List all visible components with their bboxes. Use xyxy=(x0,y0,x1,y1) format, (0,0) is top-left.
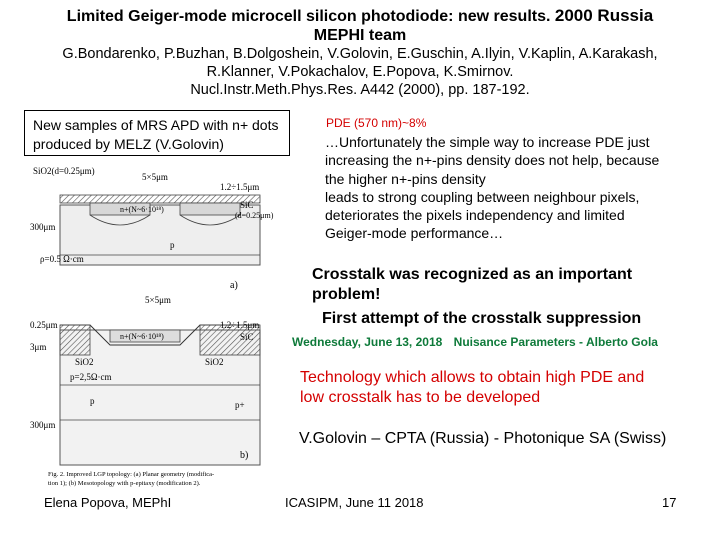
authors-line1: G.Bondarenko, P.Buzhan, B.Dolgoshein, V.Golovin, E.Guschin, A.Ilyin, V.Kaplin, A.Karakash, xyxy=(62,46,658,62)
fig-a-label: a) xyxy=(230,280,238,291)
fig-b-thickness-025: 0.25μm xyxy=(30,320,58,330)
fig-b-sio2-right: SiO2 xyxy=(205,357,224,367)
footer-author: Elena Popova, MEPhI xyxy=(44,495,172,510)
unfortunately-paragraph xyxy=(325,133,720,243)
fig-b-gap: 1.2÷1.5μm xyxy=(220,320,260,330)
fig-a-sic-thickness: (d=0.25μm) xyxy=(235,211,274,220)
date-footer: Wednesday, June 13, 2018 xyxy=(292,335,443,349)
citation: Nucl.Instr.Meth.Phys.Res. A442 (2000), pp. 187-192. xyxy=(190,82,530,98)
fig-a-pitch: 5×5μm xyxy=(142,172,168,182)
paragraph-line4: leads to strong coupling between neighbour pixels, xyxy=(325,188,640,205)
fig-b-p-plus: p+ xyxy=(235,400,245,410)
crosstalk-heading xyxy=(312,265,632,305)
tech-line2: low crosstalk has to be developed xyxy=(300,389,541,406)
fig-b-resistivity: p=2,5Ω·cm xyxy=(70,372,112,382)
fig-b-n-plus: n+(N~6·10¹⁸) xyxy=(120,332,164,341)
fig-a-p: p xyxy=(170,240,175,250)
fig-b-sio2-left: SiO2 xyxy=(75,357,94,367)
topic-footer: Nuisance Parameters - Alberto Gola xyxy=(453,335,658,349)
authors-block xyxy=(0,45,720,99)
crosstalk-line1: Crosstalk was recognized as an important xyxy=(312,266,633,283)
paragraph-line2: increasing the n+-pins density does not help, because xyxy=(325,152,660,169)
date-topic-footer xyxy=(292,335,658,349)
slide-title xyxy=(0,6,720,45)
title-line1: Limited Geiger-mode microcell silicon photodiode: new results. xyxy=(66,8,551,25)
figure-caption-line1: Fig. 2. Improved LGP topology: (a) Planar geometry (modifica- xyxy=(48,471,215,478)
technology-note xyxy=(300,368,644,408)
companies-text: V.Golovin – CPTA (Russia) - Photonique SA (Swiss) xyxy=(299,430,667,447)
fig-a-thickness: 300μm xyxy=(30,222,56,232)
first-attempt-text: First attempt of the crosstalk suppression xyxy=(322,310,642,327)
fig-a-sio2: SiO2(d=0.25μm) xyxy=(33,166,95,176)
fig-b-pitch: 5×5μm xyxy=(145,295,171,305)
figure-a xyxy=(30,166,274,291)
samples-box: New samples of MRS APD with n+ dots produced by MELZ (V.Golovin) xyxy=(24,110,290,156)
title-year: 2000 Russia xyxy=(554,6,654,25)
footer-conference: ICASIPM, June 11 2018 xyxy=(285,495,424,510)
paragraph-line3: the higher n+-pins density xyxy=(325,170,486,187)
title-line2: MEPHI team xyxy=(313,27,407,44)
authors-line2: R.Klanner, V.Pokachalov, E.Popova, K.Smirnov. xyxy=(206,64,514,80)
crosstalk-line2: problem! xyxy=(312,286,381,303)
fig-a-resistivity: ρ=0.5 Ω·cm xyxy=(40,254,84,264)
fig-b-p: p xyxy=(90,396,95,406)
pde-note: PDE (570 nm)~8% xyxy=(326,116,427,130)
fig-a-n-plus: n+(N~6·10¹⁸) xyxy=(120,205,164,214)
fig-b-thickness-300: 300μm xyxy=(30,420,56,430)
fig-b-thickness-3: 3μm xyxy=(30,342,47,352)
figure-caption-line2: tion 1); (b) Mesotopology with p-epitaxy (modification 2). xyxy=(48,480,201,487)
tech-line1: Technology which allows to obtain high PDE and xyxy=(300,369,645,386)
fig-a-gap: 1.2÷1.5μm xyxy=(220,182,260,192)
paragraph-line5: deteriorates the pixels independency and limited xyxy=(325,207,625,224)
paragraph-line1: …Unfortunately the simple way to increase PDE just xyxy=(325,134,650,150)
paragraph-line6: Geiger-mode performance… xyxy=(325,225,504,242)
fig-b-sic: SiC xyxy=(240,332,254,342)
fig-a-sic: SiC xyxy=(240,200,254,210)
figure-b xyxy=(30,295,260,465)
page-number: 17 xyxy=(662,495,677,510)
device-cross-section-figure xyxy=(30,160,298,488)
fig-b-label: b) xyxy=(240,450,249,461)
